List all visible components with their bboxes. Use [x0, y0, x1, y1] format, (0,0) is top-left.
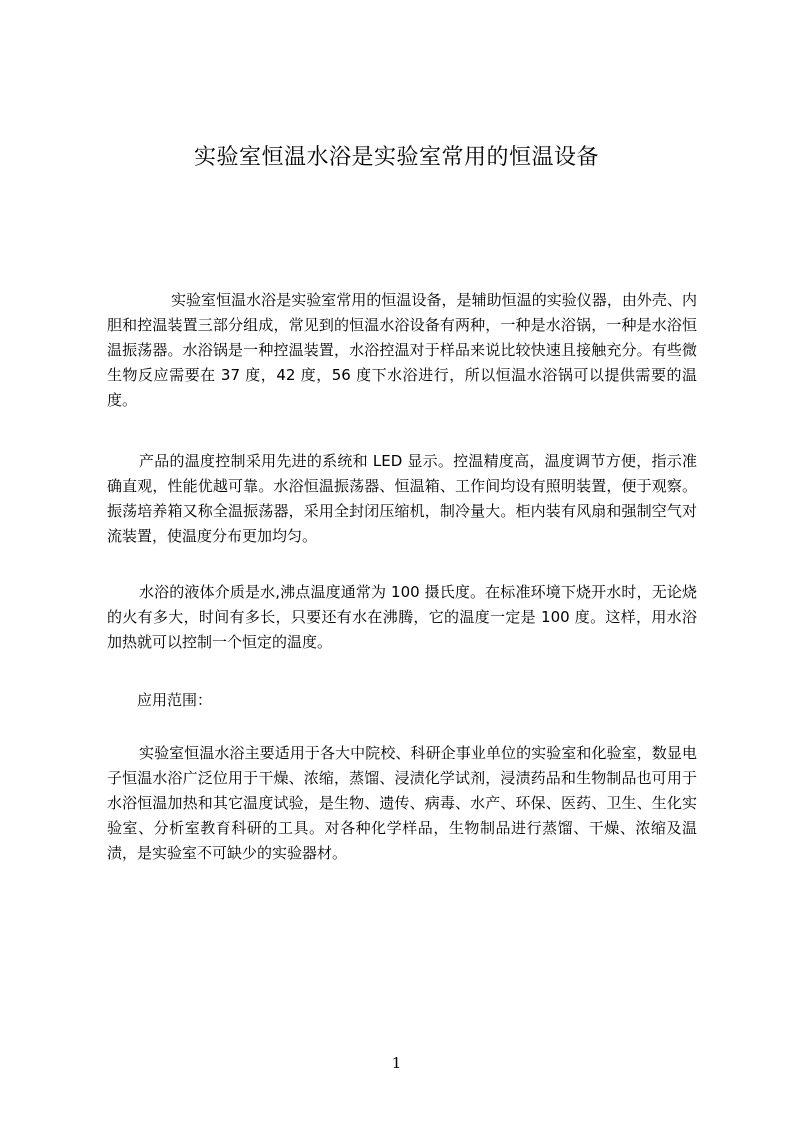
paragraph-temperature-control: 产品的温度控制采用先进的系统和 LED 显示。控温精度高，温度调节方便，指示准确直观，性能优越可靠。水浴恒温振荡器、恒温箱、工作间均设有照明装置，便于观察。振荡培养箱又称全温振荡器，采用全封闭压缩机，制冷量大。柜内装有风扇和强制空气对流装置，使温度分布更加均匀。 — [107, 452, 697, 545]
paragraph-application-scope: 实验室恒温水浴主要适用于各大中院校、科研企事业单位的实验室和化验室，数显电子恒温水浴广泛位用于干燥、浓缩，蒸馏、浸渍化学试剂，浸渍药品和生物制品也可用于水浴恒温加热和其它温度试验，是生物、遗传、病毒、水产、环保、医药、卫生、生化实验室、分析室教育科研的工具。对各种化学样品，生物制品进行蒸馏、干燥、浓缩及温渍，是实验室不可缺少的实验器材。 — [107, 744, 697, 862]
document-title: 实验室恒温水浴是实验室常用的恒温设备 — [193, 145, 599, 170]
paragraph-intro: 实验室恒温水浴是实验室常用的恒温设备，是辅助恒温的实验仪器，由外壳、内胆和控温装置三部分组成，常见到的恒温水浴设备有两种，一种是水浴锅，一种是水浴恒温振荡器。水浴锅是一种控温装置，水浴控温对于样品来说比较快速且接触充分。有些微生物反应需要在 37 度，42 度，56 度下水浴进行，所以恒温水浴锅可以提供需要的温度。 — [107, 291, 697, 409]
paragraph-liquid-medium: 水浴的液体介质是水,沸点温度通常为 100 摄氏度。在标准环境下烧开水时，无论烧的火有多大，时间有多长，只要还有水在沸腾，它的温度一定是 100 度。这样，用水浴加热就可以控制一个恒定的温度。 — [107, 583, 697, 651]
section-heading-application: 应用范围： — [137, 691, 213, 709]
page-number: 1 — [391, 1054, 402, 1072]
